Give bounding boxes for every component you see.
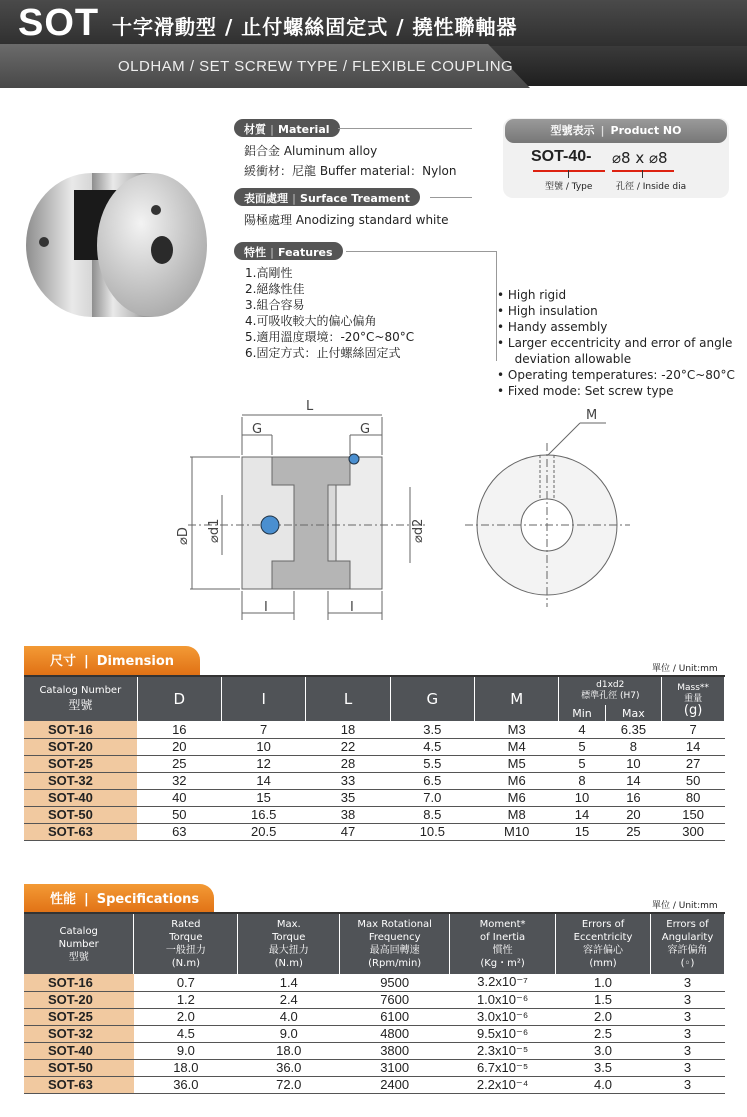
specification-row: [24, 1025, 725, 1042]
dimension-cell: M6: [475, 772, 559, 789]
specification-row: [24, 1042, 725, 1059]
catalog-number-cell: SOT-32: [24, 1025, 134, 1042]
specification-cell: 3: [650, 1008, 724, 1025]
features-divider: [346, 251, 496, 252]
dimension-cell: 20.5: [221, 823, 305, 840]
dimension-cell: 300: [662, 823, 725, 840]
specification-cell: 3: [650, 1076, 724, 1093]
specification-row: [24, 1008, 725, 1025]
dimension-cell: 16.5: [221, 806, 305, 823]
dim-G-right-label: G: [360, 422, 371, 437]
specification-cell: 3800: [340, 1042, 450, 1059]
dimension-cell: 27: [662, 755, 725, 772]
catalog-number-cell: SOT-16: [24, 974, 134, 991]
surface-label: 表面處理 | Surface Treament: [234, 188, 420, 206]
specification-cell: 7600: [340, 991, 450, 1008]
specification-cell: 4.0: [238, 1008, 340, 1025]
dimension-cell: 50: [137, 806, 221, 823]
dimension-cell: 20: [605, 806, 662, 823]
specification-cell: 36.0: [134, 1076, 238, 1093]
dimension-cell: 80: [662, 789, 725, 806]
dimension-row: [24, 806, 725, 823]
catalog-number-cell: SOT-25: [24, 1008, 134, 1025]
specification-cell: 6.7x10⁻⁵: [450, 1059, 556, 1076]
dimension-cell: M8: [475, 806, 559, 823]
dimension-cell: M5: [475, 755, 559, 772]
dimension-cell: 18: [306, 721, 390, 738]
dimension-cell: 4.5: [390, 738, 474, 755]
dimension-cell: 5: [559, 738, 605, 755]
dim-d2-label: ⌀d2: [411, 518, 426, 543]
spec-col-header: Errors of Angularity 容許偏角 (◦): [650, 914, 724, 974]
specification-cell: 2.4: [238, 991, 340, 1008]
specification-cell: 9.0: [134, 1042, 238, 1059]
spec-col-header: Catalog Number 型號: [24, 914, 134, 974]
specifications-unit: 單位 / Unit:mm: [652, 901, 718, 911]
col-G: G: [390, 677, 474, 721]
col-L: L: [306, 677, 390, 721]
dim-M-label: M: [586, 408, 598, 423]
dim-I-right-label: I: [350, 600, 354, 615]
specification-row: [24, 1076, 725, 1093]
dimension-cell: 6.5: [390, 772, 474, 789]
surface-divider: [430, 197, 472, 198]
spec-col-header: Max Rotational Frequency 最高回轉速 (Rpm/min): [340, 914, 450, 974]
specification-cell: 3100: [340, 1059, 450, 1076]
specification-row: [24, 974, 725, 991]
dim-D-label: ⌀D: [176, 527, 191, 545]
specification-cell: 1.2: [134, 991, 238, 1008]
dimension-row: [24, 755, 725, 772]
dim-d1-label: ⌀d1: [207, 518, 222, 543]
features-label: 特性 | Features: [234, 242, 343, 260]
col-bore-min: Min: [559, 705, 605, 721]
dim-I-left-label: I: [264, 600, 268, 615]
dimension-cell: 40: [137, 789, 221, 806]
material-divider: [338, 128, 472, 129]
dimension-cell: 6.35: [605, 721, 662, 738]
dia-pointer: [642, 170, 643, 178]
specifications-section-title: 性能 | Specifications: [24, 884, 214, 914]
catalog-number-cell: SOT-40: [24, 789, 137, 806]
dimension-cell: 150: [662, 806, 725, 823]
type-caption: 型號 / Type: [545, 182, 593, 192]
specification-cell: 9500: [340, 974, 450, 991]
specification-cell: 2.0: [134, 1008, 238, 1025]
dimension-cell: 35: [306, 789, 390, 806]
dim-G-left-label: G: [252, 422, 263, 437]
dimension-row: [24, 772, 725, 789]
dimension-row: [24, 823, 725, 840]
specification-cell: 3.0: [556, 1042, 651, 1059]
dimension-cell: 16: [137, 721, 221, 738]
dimension-cell: 33: [306, 772, 390, 789]
col-M: M: [475, 677, 559, 721]
specification-cell: 2.2x10⁻⁴: [450, 1076, 556, 1093]
title-chinese: 十字滑動型 / 止付螺絲固定式 / 撓性聯軸器: [112, 15, 518, 39]
specification-row: [24, 991, 725, 1008]
catalog-number-cell: SOT-25: [24, 755, 137, 772]
specification-cell: 9.0: [238, 1025, 340, 1042]
dimension-row: [24, 789, 725, 806]
dimension-cell: 14: [221, 772, 305, 789]
dimension-cell: 10: [221, 738, 305, 755]
specification-cell: 1.4: [238, 974, 340, 991]
features-list-zh: 1.高剛性 2.絕緣性佳 3.組合容易 4.可吸收較大的偏心偏角 5.適用溫度環境：-20°C~80°C 6.固定方式：止付螺絲固定式: [245, 266, 415, 360]
catalog-number-cell: SOT-16: [24, 721, 137, 738]
specifications-table: [24, 914, 725, 1094]
dimension-cell: 14: [662, 738, 725, 755]
catalog-number-cell: SOT-32: [24, 772, 137, 789]
specification-cell: 3: [650, 991, 724, 1008]
specification-cell: 3.0x10⁻⁶: [450, 1008, 556, 1025]
dimension-cell: 14: [605, 772, 662, 789]
specification-cell: 3.5: [556, 1059, 651, 1076]
dimension-table: [24, 677, 725, 841]
specification-cell: 4.0: [556, 1076, 651, 1093]
dimension-cell: 28: [306, 755, 390, 772]
col-D: D: [137, 677, 221, 721]
dimension-cell: M3: [475, 721, 559, 738]
specification-cell: 2400: [340, 1076, 450, 1093]
dia-caption: 孔徑 / Inside dia: [616, 182, 687, 192]
dimension-cell: 16: [605, 789, 662, 806]
specification-cell: 3.2x10⁻⁷: [450, 974, 556, 991]
dimension-cell: 50: [662, 772, 725, 789]
specification-cell: 1.0: [556, 974, 651, 991]
type-underline: [533, 170, 605, 172]
product-code: SOT-40-: [531, 148, 592, 165]
dimension-cell: 25: [137, 755, 221, 772]
dimension-cell: 7.0: [390, 789, 474, 806]
col-bore-max: Max: [605, 705, 662, 721]
dimension-cell: 8: [559, 772, 605, 789]
specification-row: [24, 1059, 725, 1076]
dia-underline: [612, 170, 674, 172]
surface-treatment: 陽極處理 Anodizing standard white: [244, 213, 449, 227]
features-list-en: • High rigid • High insulation • Handy assembly • Larger eccentricity and error of angle deviation allowable • Operating temperatures: -20°C~80°C • Fixed mode: Set screw type: [497, 288, 735, 398]
coupling-photo: [14, 150, 224, 330]
col-bore: d1xd2 標準孔徑 (H7): [559, 677, 662, 705]
catalog-number-cell: SOT-63: [24, 823, 137, 840]
material-alloy: 鋁合金 Aluminum alloy: [244, 144, 378, 158]
specification-cell: 9.5x10⁻⁶: [450, 1025, 556, 1042]
dimension-section-title: 尺寸 | Dimension: [24, 646, 200, 676]
specification-cell: 4.5: [134, 1025, 238, 1042]
dimension-cell: 7: [662, 721, 725, 738]
specification-cell: 0.7: [134, 974, 238, 991]
specification-cell: 18.0: [134, 1059, 238, 1076]
dimension-cell: 8.5: [390, 806, 474, 823]
dimension-cell: 8: [605, 738, 662, 755]
dimension-cell: M4: [475, 738, 559, 755]
dimension-row: [24, 738, 725, 755]
product-no-header: 型號表示 | Product NO: [505, 119, 727, 143]
spec-col-header: Errors of Eccentricity 容許偏心 (mm): [556, 914, 651, 974]
dimension-cell: 15: [221, 789, 305, 806]
dimension-cell: 10: [605, 755, 662, 772]
specification-cell: 3: [650, 1042, 724, 1059]
specification-cell: 72.0: [238, 1076, 340, 1093]
specification-cell: 2.3x10⁻⁵: [450, 1042, 556, 1059]
dimension-cell: 7: [221, 721, 305, 738]
specification-cell: 3: [650, 1025, 724, 1042]
type-pointer: [568, 170, 569, 178]
col-mass: Mass** 重量 (g): [662, 677, 725, 721]
dimension-unit: 單位 / Unit:mm: [652, 664, 718, 674]
specification-cell: 4800: [340, 1025, 450, 1042]
spec-col-header: Max. Torque 最大扭力 (N.m): [238, 914, 340, 974]
title-english: OLDHAM / SET SCREW TYPE / FLEXIBLE COUPLING: [118, 58, 514, 75]
specification-cell: 3: [650, 1059, 724, 1076]
specification-cell: 1.5: [556, 991, 651, 1008]
spec-col-header: Moment* of Inertia 慣性 (Kg・m²): [450, 914, 556, 974]
dimension-cell: 3.5: [390, 721, 474, 738]
dimension-cell: 10: [559, 789, 605, 806]
spec-col-header: Rated Torque 一般扭力 (N.m): [134, 914, 238, 974]
material-buffer: 緩衝材：尼龍 Buffer material：Nylon: [244, 164, 457, 178]
dimension-cell: M6: [475, 789, 559, 806]
catalog-number-cell: SOT-63: [24, 1076, 134, 1093]
dim-L-label: L: [306, 399, 314, 414]
dimension-cell: 20: [137, 738, 221, 755]
dimension-cell: 25: [605, 823, 662, 840]
product-size: ⌀8 x ⌀8: [612, 149, 668, 167]
catalog-number-cell: SOT-50: [24, 806, 137, 823]
specification-cell: 1.0x10⁻⁶: [450, 991, 556, 1008]
catalog-number-cell: SOT-20: [24, 738, 137, 755]
dimension-cell: 22: [306, 738, 390, 755]
specification-cell: 3: [650, 974, 724, 991]
brand-title: SOT: [18, 2, 100, 44]
dimension-cell: 12: [221, 755, 305, 772]
dimension-cell: 38: [306, 806, 390, 823]
dimension-cell: 5: [559, 755, 605, 772]
material-label: 材質 | Material: [234, 119, 340, 137]
dimension-cell: 63: [137, 823, 221, 840]
catalog-number-cell: SOT-50: [24, 1059, 134, 1076]
dimension-cell: 15: [559, 823, 605, 840]
specification-cell: 2.5: [556, 1025, 651, 1042]
catalog-number-cell: SOT-20: [24, 991, 134, 1008]
specification-cell: 18.0: [238, 1042, 340, 1059]
dimension-cell: 10.5: [390, 823, 474, 840]
dimension-cell: 14: [559, 806, 605, 823]
specification-cell: 6100: [340, 1008, 450, 1025]
specification-cell: 2.0: [556, 1008, 651, 1025]
catalog-number-cell: SOT-40: [24, 1042, 134, 1059]
dimension-cell: 47: [306, 823, 390, 840]
dimension-cell: 32: [137, 772, 221, 789]
dimension-cell: 5.5: [390, 755, 474, 772]
dimension-cell: M10: [475, 823, 559, 840]
col-I: I: [221, 677, 305, 721]
dimension-cell: 4: [559, 721, 605, 738]
specification-cell: 36.0: [238, 1059, 340, 1076]
col-catalog: Catalog Number 型號: [24, 677, 137, 721]
dimension-row: [24, 721, 725, 738]
technical-drawing: [160, 395, 630, 625]
